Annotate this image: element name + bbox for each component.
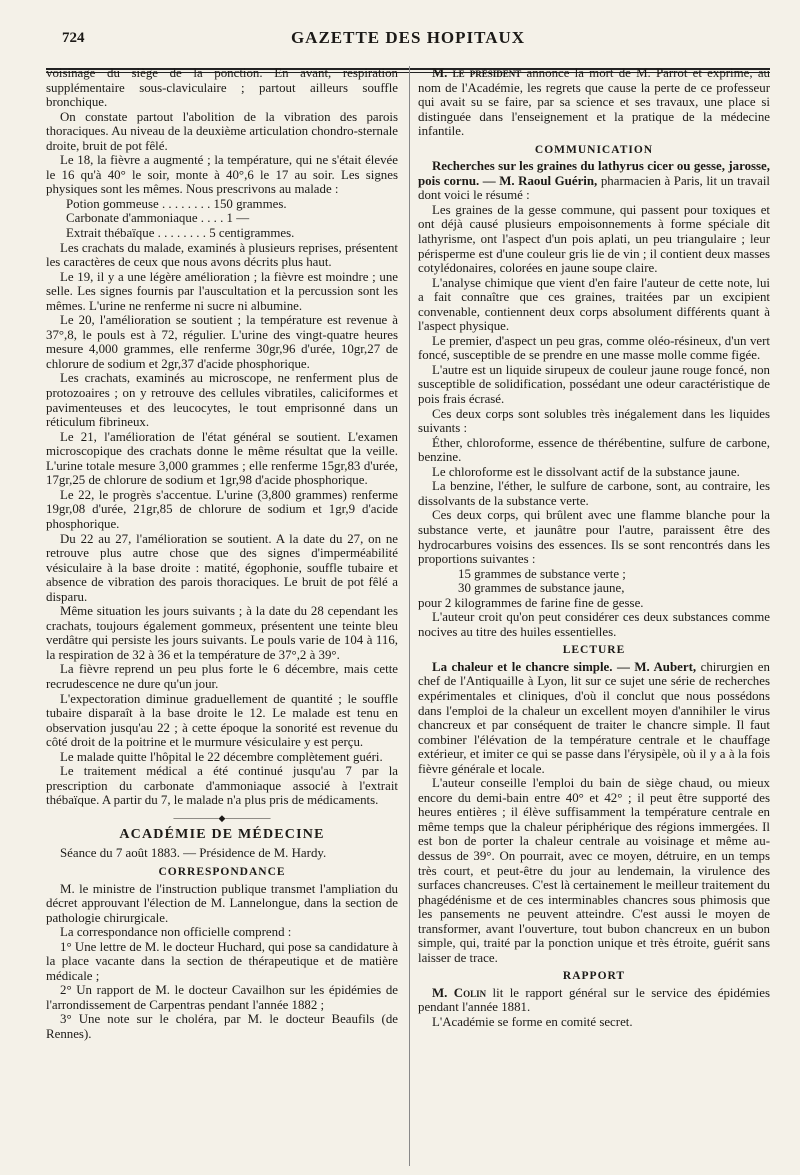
paragraph: Le premier, d'aspect un peu gras, comme oléo-résineux, d'un vert foncé, susceptible de se prendre en une masse molle comme figée. (418, 333, 770, 363)
paragraph: On constate partout l'abolition de la vibration des parois thoraciques. Au niveau de la deuxième articulation chondro-sternale droite, bruit de pot fêlé. (46, 109, 398, 153)
paragraph: Le 19, il y a une légère amélioration ; la fièvre est moindre ; une selle. Les signes fournis par l'auscultation et la percussion sont les mêmes. L'urine ne renferme ni sucre ni albumine. (46, 269, 398, 313)
communication-title: Recherches sur les graines du lathyrus cicer ou gesse, jarosse, pois cornu. — M. Raoul Guérin, (418, 159, 770, 188)
paragraph: Le 22, le progrès s'accentue. L'urine (3,800 grammes) renferme 19gr,08 d'urée, 21gr,85 de chlorure de sodium et 1gr,9 d'acide phosphorique. (46, 487, 398, 531)
article-columns (46, 66, 770, 1042)
paragraph: 3° Une note sur le choléra, par M. le docteur Beaufils (de Rennes). (46, 1012, 398, 1041)
paragraph: Même situation les jours suivants ; à la date du 28 cependant les crachats, toujours également gommeux, présentent une teinte bleu verdâtre qui persiste les jours suivants. Le pouls varie de 104 à 116, la respiration de 32 à 36 et la température de 37°,2 à 39°. (46, 604, 398, 662)
section-rule-ornament: —————◆————— (173, 812, 271, 823)
list-item: 15 grammes de substance verte ; (458, 566, 626, 581)
paragraph: L'auteur conseille l'emploi du bain de siège chaud, ou mieux encore du demi-bain entre 40° et 42° ; il peut être supporté des heures entières ; il élève suffisamment la température centrale en même temps que la chaleur périphérique des régions immergées. Il est bon de porter la chaleur centrale au voisinage et même au-dessus de 39°. On pourrait, avec ce moyen, détruire, en un temps très court, et peut-être du jour au lendemain, la virulence des surfaces chancreuses. C'est là certainement le meilleur traitement du phagédénisme et de ces interminables chancres sous phimosis que les pansements ne peuvent atteindre. C'est aussi le moyen de transformer, avant l'ouverture, tout bubon chancreux en un bubon simple, qui, traité par la ponction unique et très étroite, guérit sans laisser de trace. (418, 776, 771, 965)
paragraph (418, 986, 770, 1015)
paragraph: La correspondance non officielle comprend : (60, 925, 292, 940)
paragraph: Le traitement médical a été continué jusqu'au 7 par la prescription du carbonate d'ammoniaque associé à l'extrait thébaïque. A partir du 7, le malade n'a plus pris de médicaments. (46, 764, 398, 808)
lecture-title: La chaleur et le chancre simple. — M. Aubert, (432, 659, 697, 674)
paragraph: L'analyse chimique que vient d'en faire l'auteur de cette note, lui a fait connaître que ces graines, traitées par un excipient convenable, contiennent deux corps absolument différents quant à l'aspect physique. (418, 275, 770, 334)
paragraph-text: annonce la mort de M. Parrot et exprime, au nom de l'Académie, les regrets que cause la perte de ce professeur qui avait su se faire, par sa science et ses travaux, une place si distinguée dans l'enseignement et la pratique de la médecine infantile. (418, 66, 770, 139)
correspondance-heading: CORRESPONDANCE (158, 865, 286, 878)
speaker-name: M. le président (432, 66, 522, 80)
right-column (418, 66, 770, 1042)
paragraph: Ces deux corps, qui brûlent avec une flamme blanche pour la substance verte, et jaunâtre pour l'autre, paraissent être des hydrocarbures voisins des essences. Ils se sont rencontrés dans les proportions suivantes : (418, 508, 770, 567)
paragraph: Éther, chloroforme, essence de thérébentine, sulfure de carbone, benzine. (418, 435, 770, 465)
left-column (46, 66, 398, 1042)
speaker-name: M. Colin (432, 985, 487, 1000)
page-header (46, 18, 770, 48)
paragraph: Les crachats, examinés au microscope, ne renferment plus de protozoaires ; on y retrouve des cellules vibratiles, caliciformes et pavimenteuses et des leucocytes, le tout emprisonné dans un réticulum fibrineux. (46, 371, 398, 430)
paragraph-text: lit le rapport général sur le service des épidémies pendant l'année 1881. (418, 985, 771, 1015)
communication-heading: COMMUNICATION (534, 143, 654, 156)
paragraph: Le chloroforme est le dissolvant actif de la substance jaune. (432, 464, 740, 479)
seance-line: Séance du 7 août 1883. — Présidence de M. Hardy. (60, 846, 327, 861)
rapport-heading: RAPPORT (562, 970, 626, 983)
paragraph: 2° Un rapport de M. le docteur Cavailhon sur les épidémies de l'arrondissement de Carpentras pendant l'année 1882 ; (46, 983, 398, 1012)
page-number: 724 (62, 30, 85, 46)
prescription-line: Potion gommeuse . . . . . . . . 150 grammes. (66, 196, 287, 211)
list-item: 30 grammes de substance jaune, (458, 581, 625, 596)
paragraph (418, 66, 770, 139)
paragraph: Les crachats du malade, examinés à plusieurs reprises, présentent les caractères de ceux que nous avons décrits plus haut. (46, 240, 398, 270)
paragraph: L'Académie se forme en comité secret. (432, 1015, 633, 1029)
paragraph: La fièvre reprend un peu plus forte le 6 décembre, mais cette recrudescence ne dure qu'un jour. (46, 662, 398, 691)
paragraph-text: pharmacien à Paris, lit un travail dont voici le résumé : (418, 173, 770, 203)
paragraph: Le 20, l'amélioration se soutient ; la température est revenue à 37°,8, le pouls est à 72, régulier. L'urine des vingt-quatre heures mesure 4,000 grammes, elle renferme 30gr,96 d'urée, 10gr,27 de chlorure de sodium et 2gr,37 d'acide phosphorique. (46, 313, 398, 371)
paragraph: Le 18, la fièvre a augmenté ; la température, qui ne s'était élevée le 16 qu'à 40° le soir, monte à 40°,6 le 17 au soir. Les signes physiques sont les mêmes. Nous prescrivons au malade : (46, 153, 398, 197)
paragraph: 1° Une lettre de M. le docteur Huchard, qui pose sa candidature à la place vacante dans la section de thérapeutique et de matière médicale ; (46, 939, 398, 983)
paragraph: L'expectoration diminue graduellement de quantité ; le souffle tubaire disparaît à la base droite le 12. Le malade est tenu en observation jusqu'au 22 ; à cette époque la sonorité est revenue du côté droit de la poitrine et le murmure vésiculaire y est perçu. (46, 691, 398, 750)
running-title: GAZETTE DES HOPITAUX (290, 28, 526, 47)
paragraph: L'autre est un liquide sirupeux de couleur jaune rouge foncé, non susceptible de solidification, possédant une odeur caractéristique de pois frais écrasé. (418, 362, 770, 407)
prescription-line: Extrait thébaïque . . . . . . . . 5 centigrammes. (66, 226, 295, 241)
paragraph: Le malade quitte l'hôpital le 22 décembre complètement guéri. (60, 749, 383, 764)
paragraph: M. le ministre de l'instruction publique transmet l'ampliation du décret approuvant l'élection de M. Lannelongue, dans la section de pathologie chirurgicale. (46, 881, 398, 925)
paragraph: voisinage du siège de la ponction. En avant, respiration supplémentaire sous-claviculaire ; partout ailleurs souffle bronchique. (46, 66, 398, 110)
paragraph (418, 660, 770, 776)
paragraph: L'auteur croit qu'on peut considérer ces deux substances comme nocives au titre des huiles essentielles. (418, 610, 770, 639)
paragraph: pour 2 kilogrammes de farine fine de gesse. (418, 595, 644, 610)
paragraph: Ces deux corps sont solubles très inégalement dans les liquides suivants : (418, 406, 770, 436)
paragraph: Les graines de la gesse commune, qui passent pour toxiques et ont déjà causé plusieurs empoisonnements à forme spéciale dit lathyrisme, ont l'aspect d'un pois aplati, un peu triangulaire ; leur périsperme est d'une couleur gris lie de vin ; il contient deux masses cotylédonaires, colorées en jaune soupe claire. (418, 202, 770, 276)
paragraph-text: chirurgien en chef de l'Antiquaille à Lyon, lit sur ce sujet une série de recherches expérimentales et cliniques, d'où il conclut que nous possédons dans l'emploi de la chaleur un excellent moyen d'annihiler le virus chancreux et par conséquent de traiter le chancre simple. Il faut combiner l'élévation de la température centrale et le chauffage extérieur, et imiter ce qui se passe dans l'érysipèle, où il y a à la fois fièvre générale et locale. (418, 659, 770, 776)
academy-heading: ACADÉMIE DE MÉDECINE (119, 826, 325, 842)
lecture-heading: LECTURE (562, 644, 626, 657)
paragraph: Du 22 au 27, l'amélioration se soutient. A la date du 27, on ne retrouve plus autre chose que des signes d'imperméabilité vésiculaire à la base droite : matité, égophonie, souffle tubaire et absence de vibration des parois thoraciques. Le bruit de pot fêlé a disparu. (46, 531, 398, 604)
prescription-line: Carbonate d'ammoniaque . . . . 1 — (66, 211, 250, 226)
paragraph: Le 21, l'amélioration de l'état général se soutient. L'examen microscopique des crachats donne le même résultat que la veille. L'urine totale mesure 3,000 grammes ; elle renferme 15gr,83 d'urée, 17gr,25 de chlorure de sodium et 1gr,98 d'acide phosphorique. (46, 429, 398, 488)
paragraph: La benzine, l'éther, le sulfure de carbone, sont, au contraire, les dissolvants de la substance verte. (418, 479, 770, 508)
paragraph (418, 159, 770, 203)
